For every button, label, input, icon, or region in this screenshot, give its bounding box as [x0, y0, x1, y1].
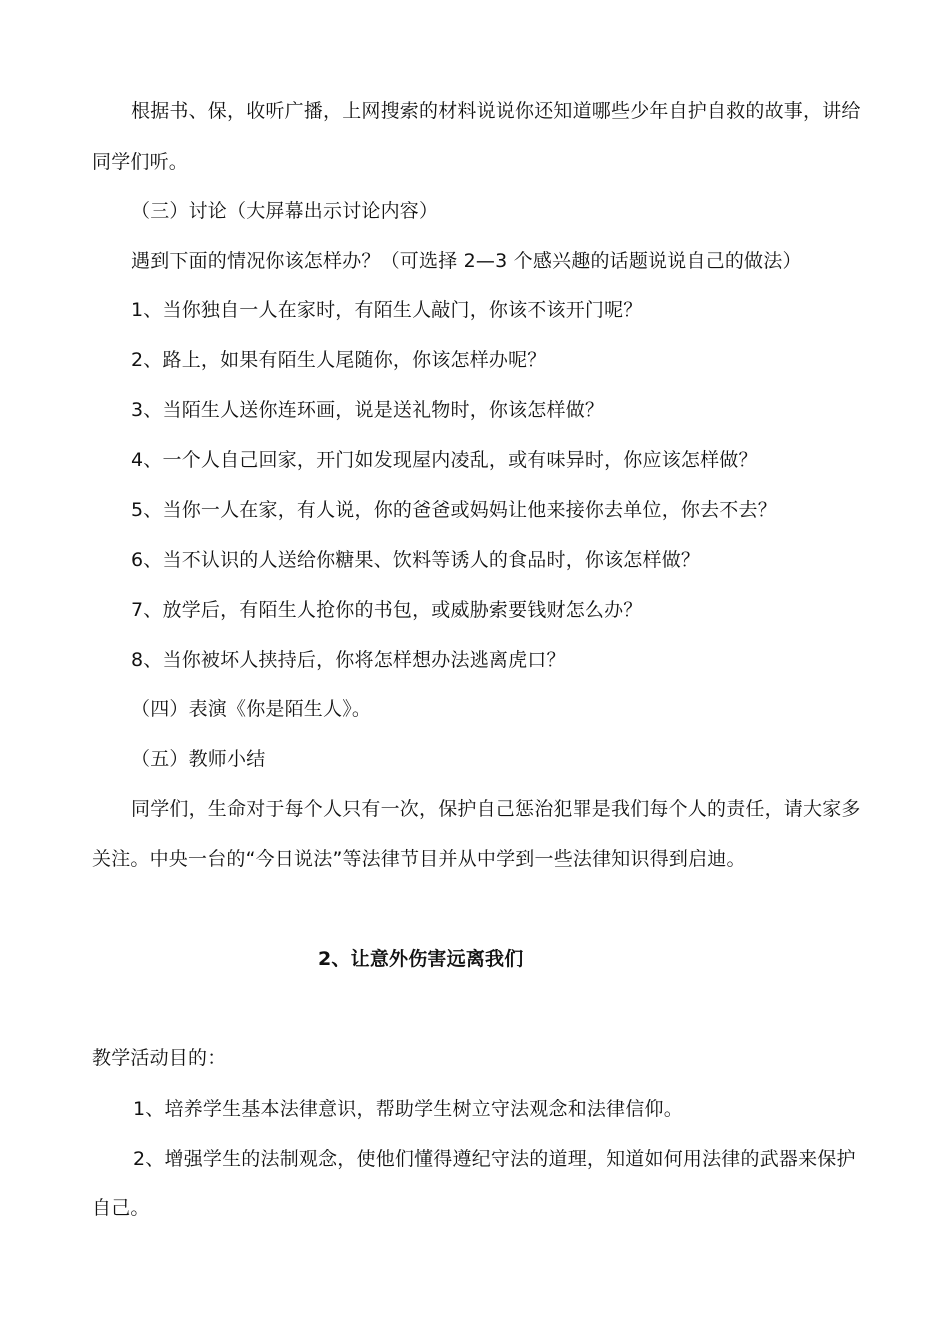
summary-paragraph-line-1: 同学们，生命对于每个人只有一次，保护自己惩治犯罪是我们每个人的责任，请大家多	[131, 798, 861, 820]
discussion-question-1: 1、当你独自一人在家时，有陌生人敲门，你该不该开门呢？	[131, 299, 643, 321]
discussion-prompt: 遇到下面的情况你该怎样办？（可选择 2—3 个感兴趣的话题说说自己的做法）	[131, 250, 802, 272]
performance-heading: （四）表演《你是陌生人》。	[131, 698, 372, 720]
discussion-question-7: 7、放学后，有陌生人抢你的书包，或威胁索要钱财怎么办？	[131, 599, 643, 621]
discussion-question-3: 3、当陌生人送你连环画，说是送礼物时，你该怎样做？	[131, 399, 605, 421]
discussion-question-6: 6、当不认识的人送给你糖果、饮料等诱人的食品时，你该怎样做？	[131, 549, 701, 571]
intro-paragraph-line-1: 根据书、保，收听广播，上网搜索的材料说说你还知道哪些少年自护自救的故事，讲给	[131, 100, 861, 122]
discussion-question-2: 2、路上，如果有陌生人尾随你，你该怎样办呢？	[131, 349, 547, 371]
discussion-question-5: 5、当你一人在家，有人说，你的爸爸或妈妈让他来接你去单位，你去不去？	[131, 499, 777, 521]
goal-item-2: 2、增强学生的法制观念，使他们懂得遵纪守法的道理，知道如何用法律的武器来保护	[133, 1148, 856, 1170]
summary-paragraph-line-2: 关注。中央一台的“今日说法”等法律节目并从中学到一些法律知识得到启迪。	[92, 848, 746, 870]
section-2-title: 2、让意外伤害远离我们	[318, 948, 524, 970]
discussion-heading: （三）讨论（大屏幕出示讨论内容）	[131, 200, 439, 222]
intro-paragraph-line-2: 同学们听。	[92, 151, 189, 173]
discussion-question-8: 8、当你被坏人挟持后，你将怎样想办法逃离虎口？	[131, 649, 566, 671]
goal-item-2-continuation: 自己。	[92, 1197, 150, 1219]
summary-heading: （五）教师小结	[131, 748, 266, 770]
goal-item-1: 1、培养学生基本法律意识，帮助学生树立守法观念和法律信仰。	[133, 1098, 683, 1120]
discussion-question-4: 4、一个人自己回家，开门如发现屋内凌乱，或有味异时，你应该怎样做？	[131, 449, 758, 471]
goals-label: 教学活动目的：	[92, 1047, 227, 1069]
